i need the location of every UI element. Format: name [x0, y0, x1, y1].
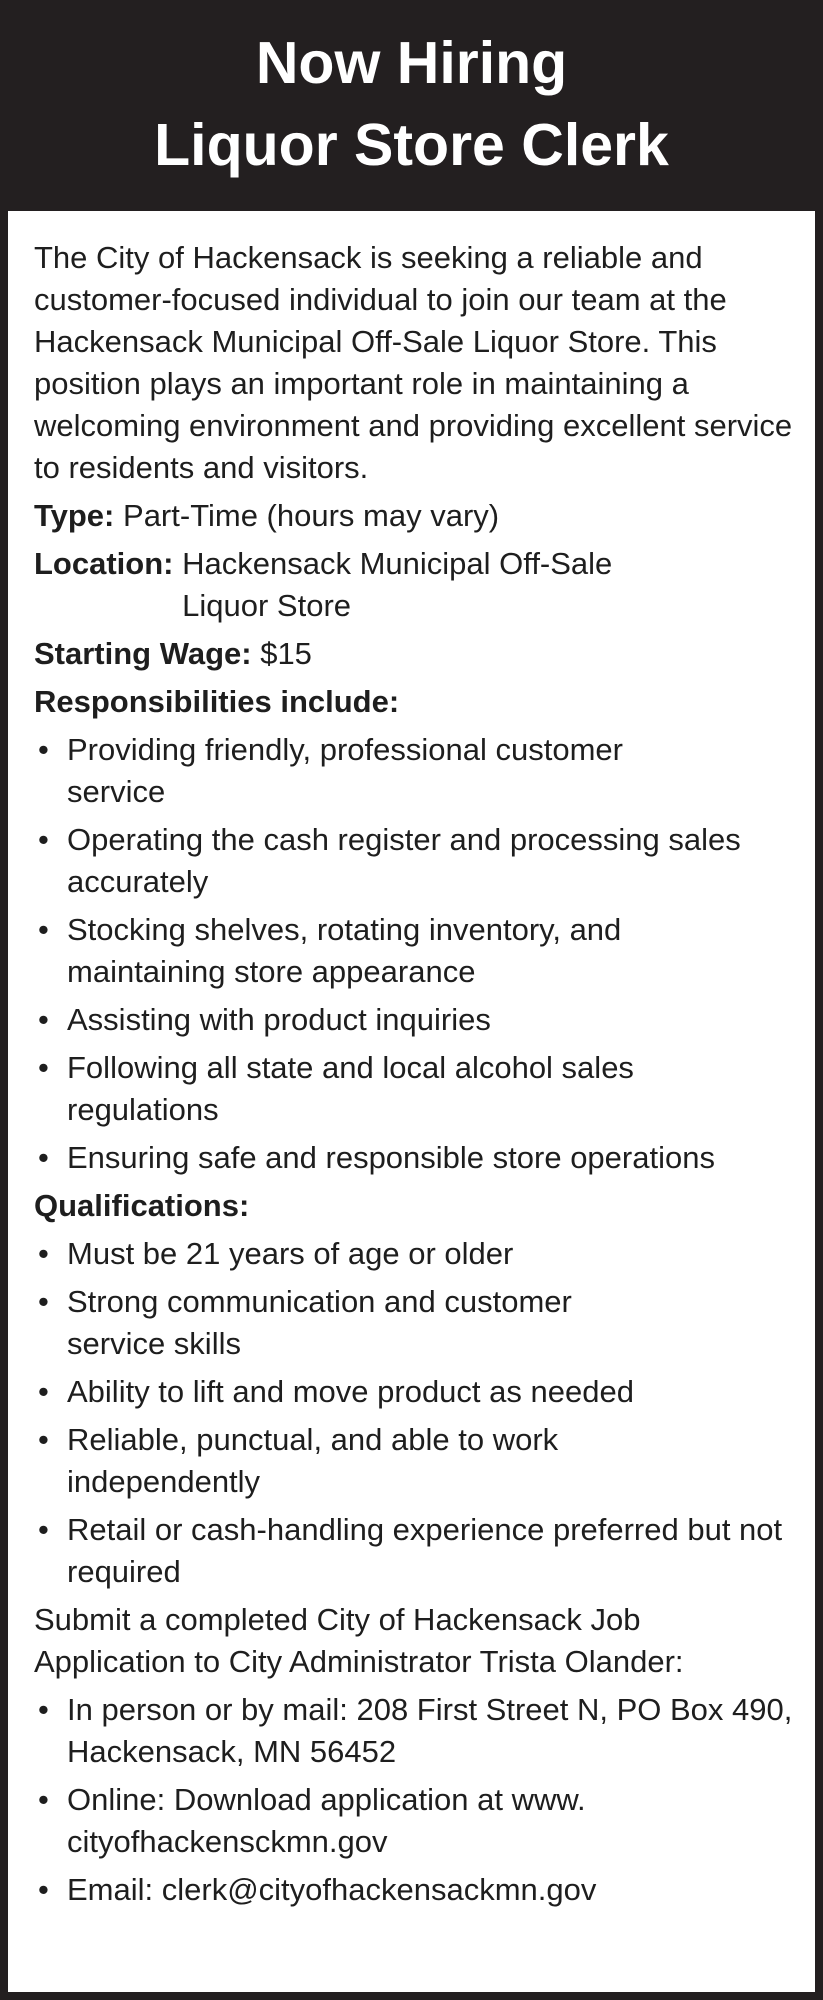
- list-item-text: Following all state and local alcohol sales regulations: [67, 1050, 634, 1127]
- list-item: [34, 729, 727, 813]
- bullet-icon: •: [38, 1692, 49, 1727]
- wage-field: [34, 633, 795, 675]
- list-item-text: Ability to lift and move product as needed: [67, 1374, 634, 1409]
- wage-label: Starting Wage:: [34, 636, 252, 671]
- list-item: [34, 1779, 667, 1863]
- list-item: [34, 1047, 767, 1131]
- list-item-text: Assisting with product inquiries: [67, 1002, 491, 1037]
- list-item-text: Providing friendly, professional customer service: [67, 732, 623, 809]
- type-field: [34, 495, 795, 537]
- wage-value: $15: [260, 636, 312, 671]
- list-item: [34, 1137, 823, 1179]
- type-value: Part-Time (hours may vary): [123, 498, 500, 533]
- intro-paragraph: The City of Hackensack is seeking a reliable and customer-focused individual to join our team at the Hackensack Municipal Off-Sale Liquor Store. This position plays an important role in maintaining a welcoming environment and providing excellent service to residents and visitors.: [34, 240, 793, 485]
- list-item-text: In person or by mail: 208 First Street N, PO Box 490, Hackensack, MN 56452: [67, 1692, 793, 1769]
- list-item-text: Strong communication and customer service skills: [67, 1284, 572, 1361]
- responsibilities-list: [34, 729, 795, 1179]
- location-field: [34, 543, 795, 627]
- list-item: [34, 909, 727, 993]
- list-item-text: Must be 21 years of age or older: [67, 1236, 514, 1271]
- list-item-text: Email: clerk@cityofhackensackmn.gov: [67, 1872, 597, 1907]
- bullet-icon: •: [38, 1140, 49, 1175]
- location-value: Hackensack Municipal Off-Sale Liquor Store: [182, 546, 613, 623]
- ad-body: [8, 211, 815, 1992]
- list-item: [34, 1509, 787, 1593]
- responsibilities-heading: Responsibilities include:: [34, 684, 400, 719]
- ad-header: [8, 0, 815, 211]
- submit-instructions: Submit a completed City of Hackensack Job Application to City Administrator Trista Olander:: [34, 1602, 684, 1679]
- list-item-text: Operating the cash register and processing sales accurately: [67, 822, 741, 899]
- list-item-text: Retail or cash-handling experience preferred but not required: [67, 1512, 783, 1589]
- list-item: [34, 1371, 823, 1413]
- header-line-1: Now Hiring: [255, 29, 568, 96]
- submit-methods-list: [34, 1689, 795, 1911]
- qualifications-heading: Qualifications:: [34, 1188, 250, 1223]
- bullet-icon: •: [38, 1872, 49, 1907]
- list-item-text: Online: Download application at www. cityofhackensckmn.gov: [67, 1782, 586, 1859]
- header-line-2: Liquor Store Clerk: [154, 111, 669, 178]
- list-item-text: Ensuring safe and responsible store operations: [67, 1140, 715, 1175]
- bullet-icon: •: [38, 1782, 49, 1817]
- list-item: [34, 819, 777, 903]
- bullet-icon: •: [38, 1284, 49, 1319]
- bullet-icon: •: [38, 1050, 49, 1085]
- bullet-icon: •: [38, 1422, 49, 1457]
- list-item: [34, 1233, 823, 1275]
- bullet-icon: •: [38, 1002, 49, 1037]
- location-label: Location:: [34, 546, 174, 581]
- list-item: [34, 1869, 823, 1911]
- bullet-icon: •: [38, 912, 49, 947]
- qualifications-list: [34, 1233, 795, 1593]
- list-item: [34, 999, 823, 1041]
- bullet-icon: •: [38, 1374, 49, 1409]
- bullet-icon: •: [38, 1512, 49, 1547]
- list-item-text: Stocking shelves, rotating inventory, and maintaining store appearance: [67, 912, 622, 989]
- bullet-icon: •: [38, 822, 49, 857]
- list-item: [34, 1419, 677, 1503]
- list-item: [34, 1281, 677, 1365]
- type-label: Type:: [34, 498, 115, 533]
- bullet-icon: •: [38, 1236, 49, 1271]
- bullet-icon: •: [38, 732, 49, 767]
- list-item-text: Reliable, punctual, and able to work independently: [67, 1422, 559, 1499]
- list-item: [34, 1689, 823, 1773]
